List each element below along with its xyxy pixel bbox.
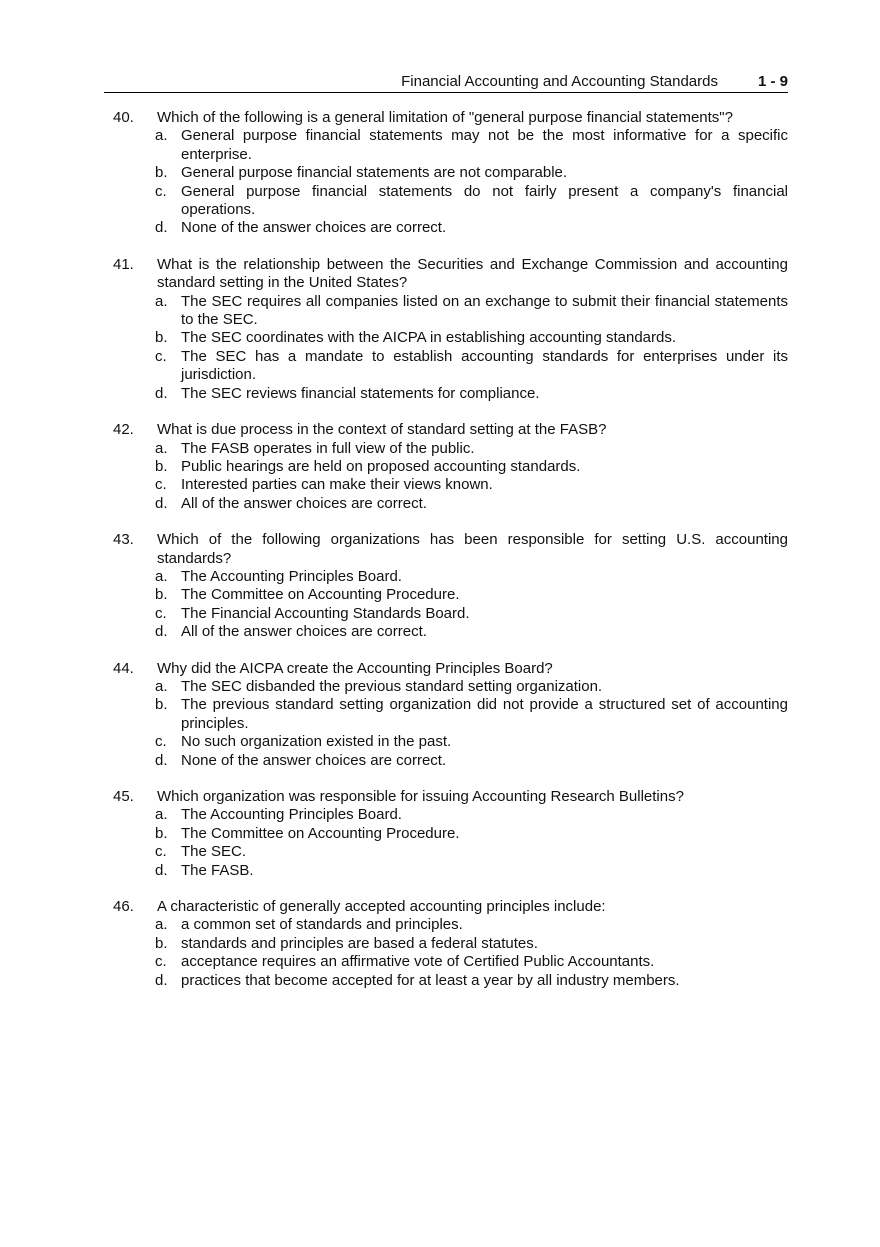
option-letter: c.	[155, 843, 167, 861]
question-text: What is due process in the context of standard setting at the FASB?	[157, 421, 607, 439]
answer-option	[155, 440, 788, 458]
option-letter: b.	[155, 934, 168, 952]
answer-options	[155, 678, 788, 770]
option-letter: a.	[155, 677, 168, 695]
option-text: practices that become accepted for at least a year by all industry members.	[181, 971, 680, 989]
question-number: 46.	[113, 898, 134, 916]
option-text: The FASB.	[181, 861, 254, 879]
option-text: The SEC disbanded the previous standard setting organization.	[181, 677, 603, 695]
question-text: Which of the following is a general limitation of "general purpose financial statements"?	[157, 109, 733, 126]
answer-option	[155, 953, 788, 971]
answer-option	[155, 458, 788, 476]
option-text: The Accounting Principles Board.	[181, 806, 402, 824]
answer-option	[155, 916, 788, 934]
option-letter: d.	[155, 494, 168, 512]
question-text: Which of the following organizations has been responsible for setting U.S. accounting standards?	[157, 531, 788, 567]
option-text: General purpose financial statements are not comparable.	[181, 164, 568, 182]
option-letter: b.	[155, 164, 168, 182]
page-header	[104, 72, 788, 93]
option-letter: b.	[155, 457, 168, 475]
option-text: The Accounting Principles Board.	[181, 567, 402, 585]
answer-option	[155, 843, 788, 861]
option-letter: d.	[155, 751, 168, 769]
option-letter: a.	[155, 567, 168, 585]
option-text: All of the answer choices are correct.	[181, 623, 427, 641]
answer-option	[155, 164, 788, 182]
option-text: No such organization existed in the past.	[181, 733, 452, 751]
question-stem	[113, 531, 788, 568]
answer-option	[155, 476, 788, 494]
question-text: Which organization was responsible for issuing Accounting Research Bulletins?	[157, 788, 684, 805]
option-text: All of the answer choices are correct.	[181, 494, 427, 512]
answer-option	[155, 568, 788, 586]
option-text: The SEC.	[181, 843, 247, 861]
option-letter: a.	[155, 439, 168, 457]
option-letter: a.	[155, 292, 168, 310]
option-letter: a.	[155, 916, 168, 934]
chapter-title: Financial Accounting and Accounting Standards	[401, 73, 718, 90]
option-letter: c.	[155, 733, 167, 751]
option-letter: b.	[155, 329, 168, 347]
option-text: The FASB operates in full view of the public.	[181, 439, 475, 457]
question-number: 44.	[113, 659, 134, 677]
option-letter: c.	[155, 604, 167, 622]
question-stem	[113, 898, 788, 916]
option-text: Interested parties can make their views known.	[181, 476, 493, 494]
option-text: acceptance requires an affirmative vote of Certified Public Accountants.	[181, 953, 655, 971]
answer-options	[155, 806, 788, 880]
answer-option	[155, 696, 788, 733]
answer-options	[155, 127, 788, 237]
answer-option	[155, 733, 788, 751]
option-letter: d.	[155, 623, 168, 641]
option-letter: c.	[155, 182, 167, 200]
option-letter: b.	[155, 586, 168, 604]
question-number: 41.	[113, 255, 134, 273]
option-text: None of the answer choices are correct.	[181, 219, 447, 237]
option-text: The SEC has a mandate to establish accounting standards for enterprises under its jurisdiction.	[181, 347, 788, 384]
question-item	[113, 788, 788, 880]
answer-option	[155, 678, 788, 696]
answer-option	[155, 752, 788, 770]
option-text: The SEC requires all companies listed on an exchange to submit their financial statements to the SEC.	[181, 292, 788, 329]
option-text: None of the answer choices are correct.	[181, 751, 447, 769]
option-text: The SEC coordinates with the AICPA in establishing accounting standards.	[181, 329, 677, 347]
question-text: Why did the AICPA create the Accounting Principles Board?	[157, 659, 553, 677]
question-item	[113, 660, 788, 770]
option-letter: b.	[155, 824, 168, 842]
question-item	[113, 421, 788, 513]
question-stem	[113, 660, 788, 678]
page-number: 1 - 9	[757, 73, 788, 90]
question-number: 40.	[113, 109, 134, 126]
answer-option	[155, 586, 788, 604]
option-letter: d.	[155, 861, 168, 879]
option-letter: b.	[155, 696, 168, 714]
question-item	[113, 898, 788, 990]
question-stem	[113, 256, 788, 293]
question-stem	[113, 109, 788, 127]
option-text: The SEC reviews financial statements for compliance.	[181, 384, 540, 402]
answer-option	[155, 329, 788, 347]
question-stem	[113, 421, 788, 439]
answer-option	[155, 385, 788, 403]
question-number: 45.	[113, 788, 134, 805]
option-text: General purpose financial statements do not fairly present a company's financial operations.	[181, 182, 788, 219]
option-text: The Financial Accounting Standards Board.	[181, 604, 470, 622]
option-letter: d.	[155, 219, 168, 237]
option-text: standards and principles are based a federal statutes.	[181, 934, 538, 952]
option-text: The Committee on Accounting Procedure.	[181, 824, 460, 842]
option-letter: c.	[155, 476, 167, 494]
answer-option	[155, 495, 788, 513]
answer-option	[155, 183, 788, 220]
question-list	[113, 109, 788, 1008]
question-text: What is the relationship between the Securities and Exchange Commission and accounting standard setting in the United States?	[157, 255, 788, 292]
answer-option	[155, 825, 788, 843]
option-text: a common set of standards and principles.	[181, 916, 463, 934]
option-text: General purpose financial statements may not be the most informative for a specific enterprise.	[181, 127, 788, 163]
answer-option	[155, 293, 788, 330]
answer-option	[155, 348, 788, 385]
answer-option	[155, 972, 788, 990]
option-text: The previous standard setting organization did not provide a structured set of accounting principles.	[181, 696, 788, 732]
answer-options	[155, 916, 788, 990]
answer-option	[155, 806, 788, 824]
answer-options	[155, 293, 788, 403]
answer-options	[155, 568, 788, 642]
option-letter: d.	[155, 384, 168, 402]
option-text: The Committee on Accounting Procedure.	[181, 586, 460, 604]
question-number: 43.	[113, 531, 134, 549]
question-item	[113, 256, 788, 403]
question-number: 42.	[113, 421, 134, 439]
answer-option	[155, 127, 788, 164]
option-letter: c.	[155, 953, 167, 971]
option-letter: a.	[155, 127, 168, 145]
question-stem	[113, 788, 788, 806]
option-letter: d.	[155, 971, 168, 989]
answer-options	[155, 440, 788, 514]
answer-option	[155, 623, 788, 641]
answer-option	[155, 605, 788, 623]
question-item	[113, 109, 788, 238]
answer-option	[155, 862, 788, 880]
option-text: Public hearings are held on proposed accounting standards.	[181, 457, 581, 475]
option-letter: a.	[155, 806, 168, 824]
option-letter: c.	[155, 347, 167, 365]
question-text: A characteristic of generally accepted accounting principles include:	[157, 898, 606, 916]
answer-option	[155, 935, 788, 953]
question-item	[113, 531, 788, 641]
answer-option	[155, 219, 788, 237]
